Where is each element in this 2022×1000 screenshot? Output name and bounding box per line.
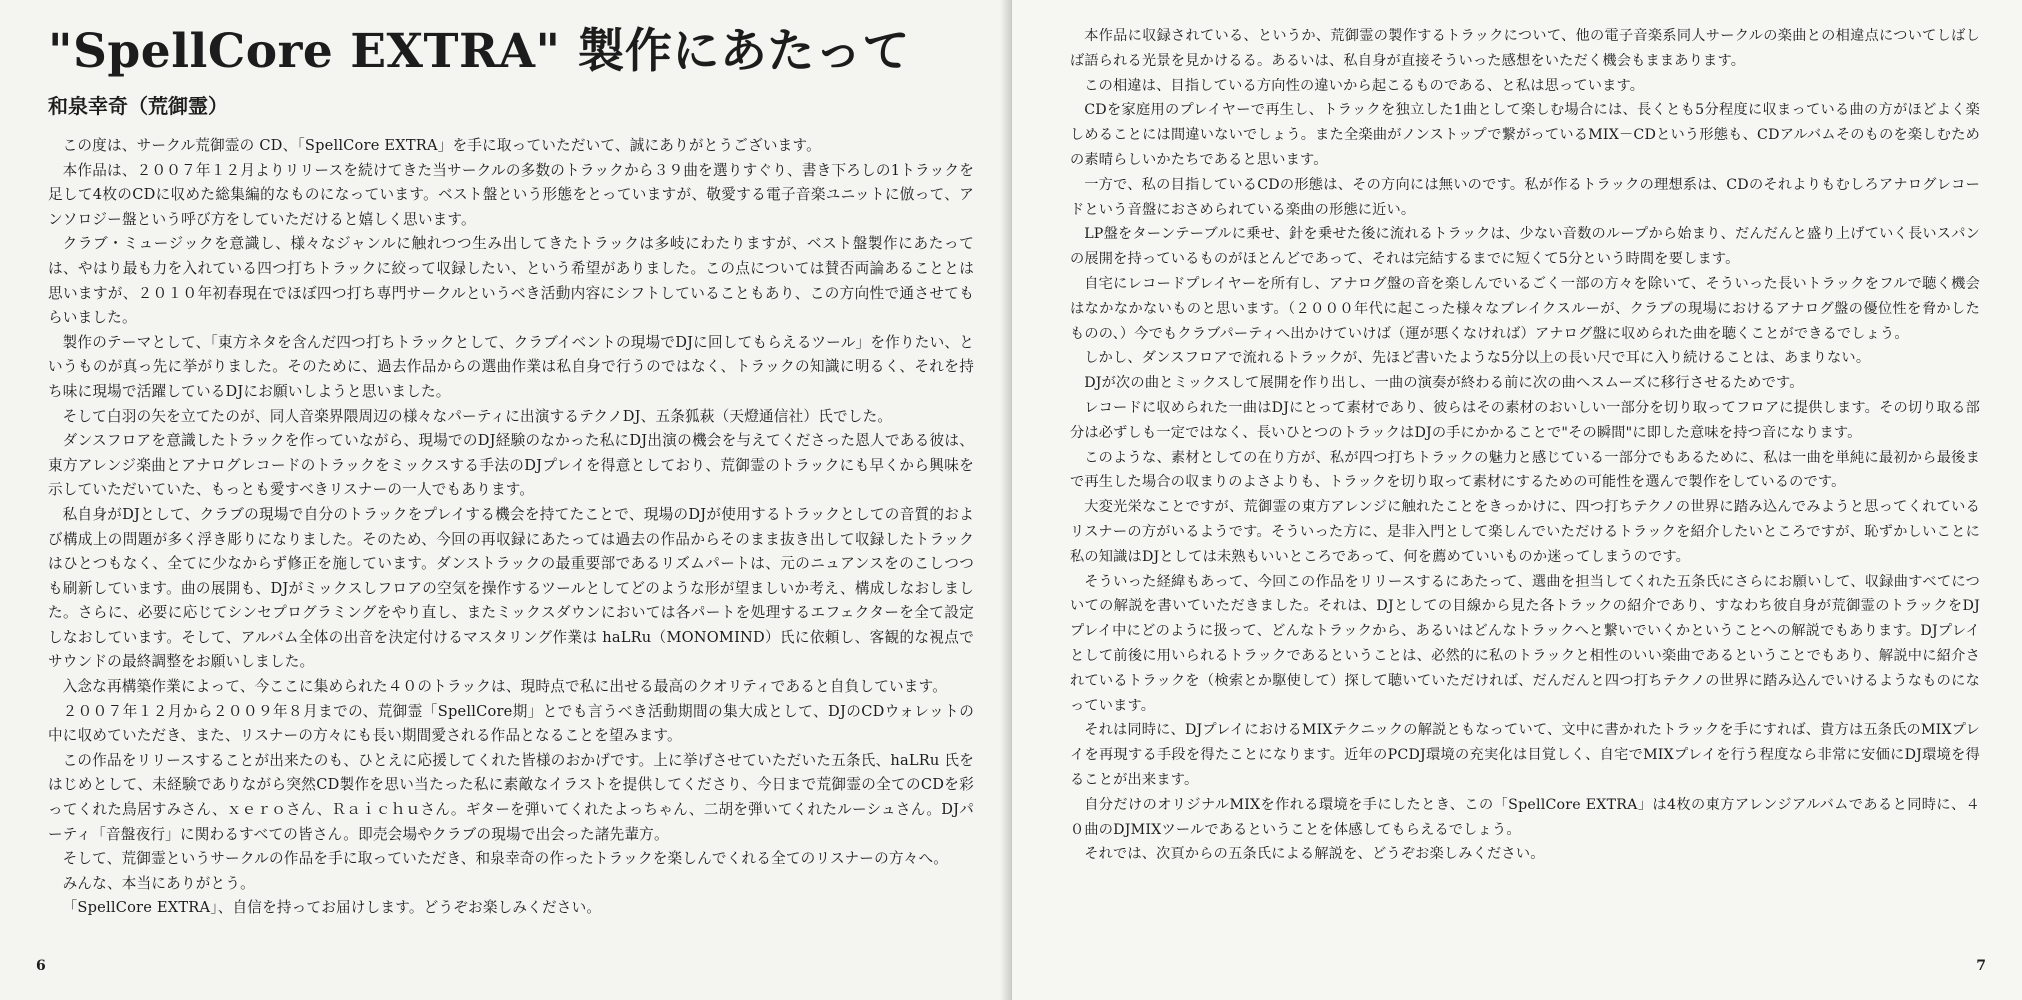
left-body-text: [48, 134, 974, 921]
paragraph: ダンスフロアを意識したトラックを作っていながら、現場でのDJ経験のなかった私にDJ出演の機会を与えてくださった恩人である彼は、東方アレンジ楽曲とアナログレコードのトラックをミックスする手法のDJプレイを得意としており、荒御霊のトラックにも早くから興味を示していただいていた、もっとも愛すべきリスナーの一人でもあります。: [48, 432, 974, 499]
paragraph: 一方で、私の目指しているCDの形態は、その方向には無いのです。私が作るトラックの理想系は、CDのそれよりもむしろアナログレコードという音盤におさめられている楽曲の形態に近い。: [1070, 176, 1980, 218]
paragraph: このような、素材としての在り方が、私が四つ打ちトラックの魅力と感じている一部分でもあるために、私は一曲を単純に最初から最後まで再生した場合の収まりのよさよりも、トラックを切り取って素材にするための可能性を選んで製作をしているのです。: [1070, 449, 1980, 491]
paragraph: 「SpellCore EXTRA」、自信を持ってお届けします。どうぞお楽しみください。: [62, 899, 602, 917]
paragraph: DJが次の曲とミックスして展開を作り出し、一曲の演奏が終わる前に次の曲へスムーズに移行させるためです。: [1084, 375, 1804, 392]
paragraph: 私自身がDJとして、クラブの現場で自分のトラックをプレイする機会を持てたことで、現場のDJが使用するトラックとしての音質的および構成上の問題が多く浮き彫りになりました。そのため、今回の再収録にあたっては過去の作品からそのまま抜き出して収録したトラックはひとつもなく、全てに少なからず修正を施しています。ダンストラックの最重要部であるリズムパートは、元のニュアンスをのこしつつも刷新しています。曲の展開も、DJがミックスしフロアの空気を操作するツールとしてどのような形が望ましいか考え、構成しなおしました。さらに、必要に応じてシンセプログラミングをやり直し、またミックスダウンにおいては各パートを処理するエフェクターを全て設定しなおしています。そして、アルバム全体の出音を決定付けるマスタリング作業は haLRu（MONOMIND）氏に依頼し、客観的な視点でサウンドの最終調整をお願いしました。: [48, 505, 974, 671]
paragraph: この作品をリリースすることが出来たのも、ひとえに応援してくれた皆様のおかげです。上に挙げさせていただいた五条氏、haLRu 氏をはじめとして、未経験でありながら突然CD製作を思い当たった私に素敵なイラストを提供してくださり、今日まで荒御霊の全てのCDを彩ってくれた鳥居すみさん、ｘｅｒｏさん、Ｒａｉｃｈｕさん。ギターを弾いてくれたよっちゃん、二胡を弾いてくれたルーシュさん。DJパーティ「音盤夜行」に関わるすべての皆さん。即売会場やクラブの現場で出会った諸先輩方。: [48, 751, 974, 843]
paragraph: レコードに収められた一曲はDJにとって素材であり、彼らはその素材のおいしい一部分を切り取ってフロアに提供します。その切り取る部分は必ずしも一定ではなく、長いひとつのトラックはDJの手にかかることで"その瞬間"に即した意味を持つ音になります。: [1070, 399, 1980, 441]
paragraph: 自宅にレコードプレイヤーを所有し、アナログ盤の音を楽しんでいるごく一部の方々を除いて、そういった長いトラックをフルで聴く機会はなかなかないものと思います。（２０００年代に起こった様々なブレイクスルーが、クラブの現場におけるアナログ盤の優位性を脅かしたものの、）今でもクラブパーティへ出かけていけば（運が悪くなければ）アナログ盤に収められた曲を聴くことができるでしょう。: [1070, 275, 1980, 342]
paragraph: 本作品は、２００７年１２月よりリリースを続けてきた当サークルの多数のトラックから３９曲を選りすぐり、書き下ろしの1トラックを足して4枚のCDに収めた総集編的なものになっています。ベスト盤という形態をとっていますが、敬愛する電子音楽ユニットに倣って、アンソロジー盤という呼び方をしていただけると嬉しく思います。: [48, 161, 974, 228]
page-title: "SpellCore EXTRA" 製作にあたって: [48, 24, 910, 79]
paragraph: 大変光栄なことですが、荒御霊の東方アレンジに触れたことをきっかけに、四つ打ちテクノの世界に踏み込んでみようと思ってくれているリスナーの方がいるようです。そういった方に、是非入門として楽しんでいただけるトラックを紹介したいところですが、恥ずかしいことに私の知識はDJとしては未熟もいいところであって、何を薦めていいものか迷ってしまうのです。: [1070, 499, 1980, 565]
author-name: 和泉幸奇（荒御霊）: [48, 94, 228, 118]
paragraph: クラブ・ミュージックを意識し、様々なジャンルに触れつつ生み出してきたトラックは多岐にわたりますが、ベスト盤製作にあたっては、やはり最も力を入れている四つ打ちトラックに絞って収録したい、という希望がありました。この点については賛否両論あることとは思いますが、２０１０年初春現在でほぼ四つ打ち専門サークルというべき活動内容にシフトしていることもあり、この方向性で通させてもらいました。: [48, 235, 974, 327]
page-number-left: 6: [36, 958, 46, 974]
paragraph: 入念な再構築作業によって、今ここに集められた４０のトラックは、現時点で私に出せる最高のクオリティであると自負しています。: [62, 678, 948, 696]
paragraph: みんな、本当にありがとう。: [62, 874, 255, 892]
right-page: [1012, 0, 2022, 1000]
paragraph: この相違は、目指している方向性の違いから起こるものである、と私は思っています。: [1084, 77, 1645, 94]
paragraph: そして白羽の矢を立てたのが、同人音楽界隈周辺の様々なパーティに出演するテクノDJ、五条狐萩（天燈通信社）氏でした。: [62, 407, 893, 425]
paragraph: それでは、次頁からの五条氏による解説を、どうぞお楽しみください。: [1084, 846, 1545, 863]
paragraph: 自分だけのオリジナルMIXを作れる環境を手にしたとき、この「SpellCore EXTRA」は4枚の東方アレンジアルバムであると同時に、４０曲のDJMIXツールであるということを体感してもらえるでしょう。: [1070, 796, 1980, 838]
paragraph: それは同時に、DJプレイにおけるMIXテクニックの解説ともなっていて、文中に書かれたトラックを手にすれば、貴方は五条氏のMIXプレイを再現する手段を得たことになります。近年のPCDJ環境の充実化は目覚しく、自宅でMIXプレイを行う程度なら非常に安価にDJ環境を得ることが出来ます。: [1070, 722, 1980, 788]
paragraph: そして、荒御霊というサークルの作品を手に取っていただき、和泉幸奇の作ったトラックを楽しんでくれる全てのリスナーの方々へ。: [62, 850, 949, 868]
paragraph: ２００７年１２月から２００９年８月までの、荒御霊「SpellCore期」とでも言うべき活動期間の集大成として、DJのCDウォレットの中に収めていただき、また、リスナーの方々にも長い期間愛される作品となることを望みます。: [48, 702, 974, 745]
paragraph: しかし、ダンスフロアで流れるトラックが、先ほど書いたような5分以上の長い尺で耳に入り続けることは、あまりない。: [1084, 350, 1871, 367]
paragraph: そういった経緯もあって、今回この作品をリリースするにあたって、選曲を担当してくれた五条氏にさらにお願いして、収録曲すべてについての解説を書いていただきました。それは、DJとしての目線から見た各トラックの紹介であり、すなわち彼自身が荒御霊のトラックをDJプレイ中にどのように扱って、どんなトラックから、あるいはどんなトラックへと繋いでいくかということへの解説でもあります。DJプレイとして前後に用いられるトラックであるということは、必然的に私のトラックと相性のいい楽曲であるということでもあり、解説中に紹介されているトラックを（検索とか駆使して）探して聴いていただければ、だんだんと四つ打ちテクノの世界に踏み込んでいけるようなものになっています。: [1070, 573, 1980, 714]
paragraph: 本作品に収録されている、というか、荒御霊の製作するトラックについて、他の電子音楽系同人サークルの楽曲との相違点についてしばしば語られる光景を見かけるる。あるいは、私自身が直接そういった感想をいただく機会もままあります。: [1070, 28, 1980, 69]
right-body-text: [1070, 24, 1980, 867]
paragraph: LP盤をターンテーブルに乗せ、針を乗せた後に流れるトラックは、少ない音数のループから始まり、だんだんと盛り上げていく長いスパンの展開を持っているものがほとんどであって、それは完結するまでに短くて5分という時間を要します。: [1070, 226, 1980, 268]
paragraph: 製作のテーマとして、「東方ネタを含んだ四つ打ちトラックとして、クラブイベントの現場でDJに回してもらえるツール」を作りたい、というものが真っ先に挙がりました。そのために、過去作品からの選曲作業は私自身で行うのではなく、トラックの知識に明るく、それを持ち味に現場で活躍しているDJにお願いしようと思いました。: [48, 333, 974, 400]
paragraph: この度は、サークル荒御霊の CD、「SpellCore EXTRA」を手に取っていただいて、誠にありがとうございます。: [62, 137, 821, 154]
paragraph: CDを家庭用のプレイヤーで再生し、トラックを独立した1曲として楽しむ場合には、長くとも5分程度に収まっている曲の方がほどよく楽しめることには間違いないでしょう。また全楽曲がノンストップで繋がっているMIX－CDという形態も、CDアルバムそのものを楽しむための素晴らしいかたちであると思います。: [1070, 102, 1980, 168]
page-number-right: 7: [1976, 958, 1986, 974]
